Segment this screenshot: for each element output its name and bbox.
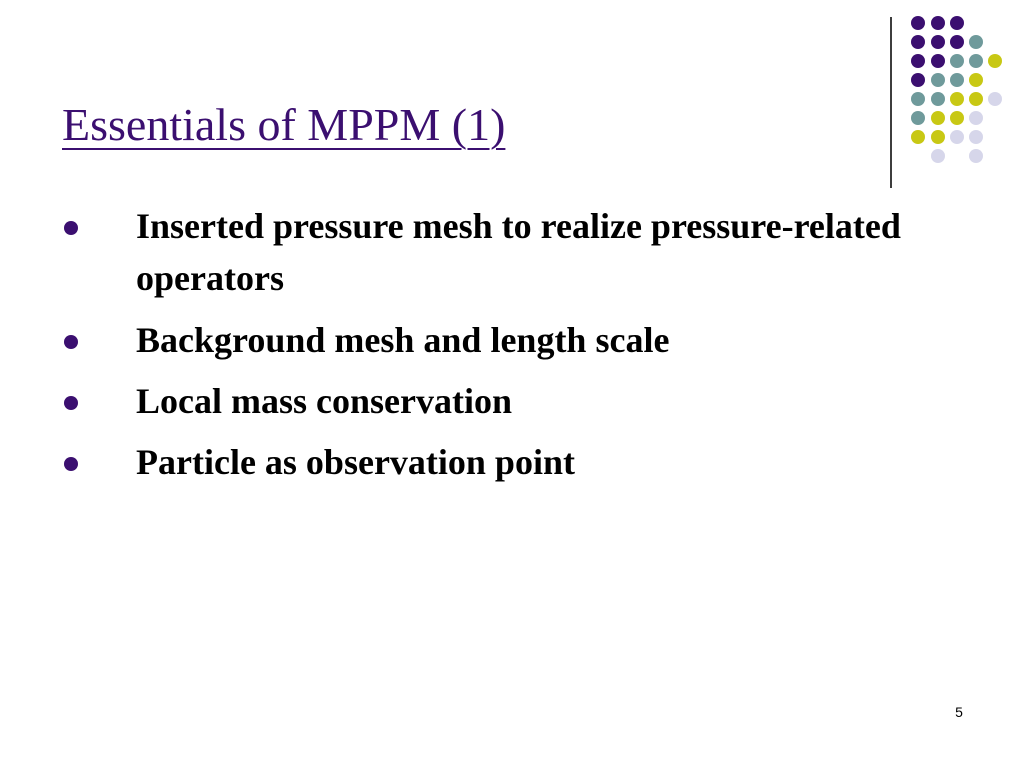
decorative-dot — [969, 130, 983, 144]
bullet-text: Background mesh and length scale — [136, 320, 670, 360]
decorative-dot — [969, 35, 983, 49]
decorative-dot — [950, 73, 964, 87]
decorative-dot — [911, 73, 925, 87]
decorative-dot — [911, 16, 925, 30]
decorative-dot — [988, 54, 1002, 68]
decorative-dot — [931, 54, 945, 68]
page-number: 5 — [955, 704, 963, 720]
decorative-dot — [931, 111, 945, 125]
decorative-dot — [950, 130, 964, 144]
bullet-dot-icon — [64, 335, 78, 349]
decorative-dot — [911, 92, 925, 106]
decorative-dot — [969, 111, 983, 125]
decorative-dot — [969, 92, 983, 106]
decorative-dot — [950, 54, 964, 68]
bullet-dot-icon — [64, 221, 78, 235]
decorative-dot — [911, 111, 925, 125]
vertical-divider — [890, 17, 892, 188]
decorative-dot — [950, 92, 964, 106]
decorative-dot — [950, 111, 964, 125]
decorative-dot — [950, 35, 964, 49]
bullet-text: Local mass conservation — [136, 381, 512, 421]
bullet-dot-icon — [64, 457, 78, 471]
decorative-dot — [931, 16, 945, 30]
decorative-dot — [911, 54, 925, 68]
decorative-dot — [911, 35, 925, 49]
bullet-dot-icon — [64, 396, 78, 410]
decorative-dot — [931, 35, 945, 49]
decorative-dot — [969, 54, 983, 68]
bullet-text: Particle as observation point — [136, 442, 575, 482]
decorative-dot — [950, 16, 964, 30]
decorative-dot — [931, 130, 945, 144]
bullet-text: Inserted pressure mesh to realize pressure-related operators — [136, 206, 901, 298]
decorative-dot — [931, 149, 945, 163]
decorative-dot — [911, 130, 925, 144]
decorative-dot — [969, 149, 983, 163]
decorative-dot — [988, 92, 1002, 106]
decorative-dot — [931, 73, 945, 87]
decorative-dot — [969, 73, 983, 87]
slide-title: Essentials of MPPM (1) — [62, 99, 506, 150]
decorative-dot — [931, 92, 945, 106]
